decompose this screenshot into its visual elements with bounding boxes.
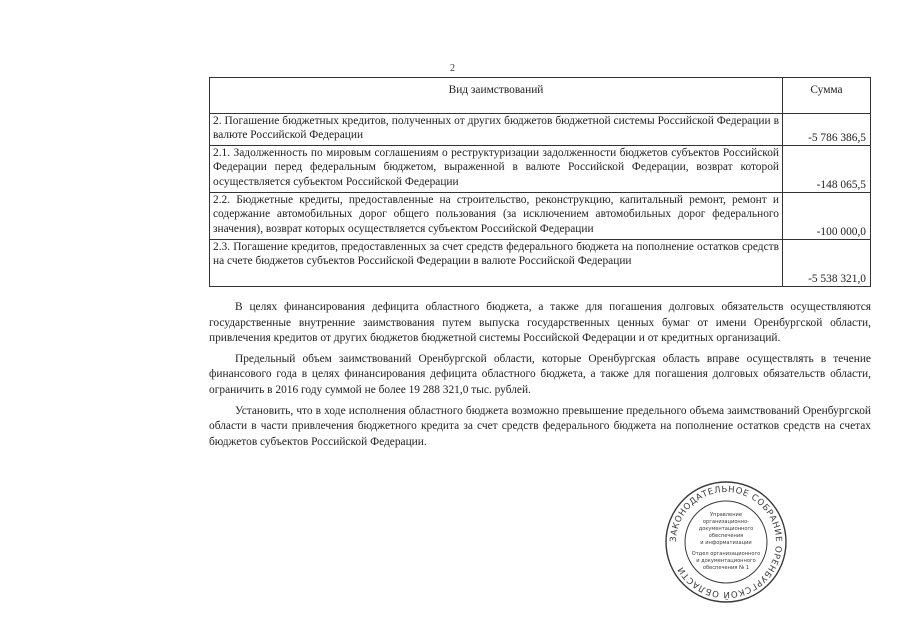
page-number: 2: [450, 63, 455, 74]
header-borrowing-type: Вид заимствований: [210, 78, 783, 114]
svg-text:и документационного: и документационного: [696, 558, 756, 564]
svg-text:обеспечения: обеспечения: [708, 533, 744, 539]
borrowings-table: [209, 77, 871, 287]
table-row: [210, 240, 871, 287]
stamp-inner-text: [692, 512, 761, 571]
svg-text:организационно-: организационно-: [702, 519, 750, 525]
stamp-ring-text: ЗАКОНОДАТЕЛЬНОЕ СОБРАНИЕ ОРЕНБУРГСКОЙ ОБЛАСТИ: [668, 484, 784, 600]
official-stamp: [664, 480, 788, 604]
row-description: 2.2. Бюджетные кредиты, предоставленные на строительство, реконструкцию, капитальный ремонт, ремонт и содержание автомобильных дорог общего пользования (за исключением автомобильных дорог федерального значения), возврат которых осуществляется субъектом Российской Федерации: [210, 193, 783, 240]
row-description: 2.1. Задолженность по мировым соглашениям о реструктуризации задолженности бюджетов субъектов Российской Федерации перед федеральным бюджетом, выраженной в валюте Российской Федерации, возврат которой осуществляется субъектом Российской Федерации: [210, 146, 783, 193]
svg-text:и информатизации: и информатизации: [700, 540, 752, 546]
header-sum: Сумма: [783, 78, 871, 114]
row-sum: -5 538 321,0: [783, 240, 871, 287]
svg-text:документационного: документационного: [698, 526, 754, 532]
table-row: [210, 146, 871, 193]
row-description: 2. Погашение бюджетных кредитов, полученных от других бюджетов бюджетной системы Российской Федерации в валюте Российской Федерации: [210, 114, 783, 146]
svg-text:обеспечения № 1: обеспечения № 1: [702, 565, 750, 571]
row-sum: -100 000,0: [783, 193, 871, 240]
row-sum: -5 786 386,5: [783, 114, 871, 146]
svg-text:Управление: Управление: [710, 512, 742, 518]
body-text: [209, 300, 871, 455]
svg-text:Отдел организационного: Отдел организационного: [691, 551, 761, 557]
table-row: [210, 193, 871, 240]
table-row: [210, 114, 871, 146]
paragraph: В целях финансирования дефицита областного бюджета, а также для погашения долговых обязательств осуществляются государственные внутренние заимствования путем выпуска государственных ценных бумаг от имени Оренбургской области, привлечения кредитов от других бюджетов бюджетной системы Российской Федерации и от кредитных организаций.: [209, 301, 871, 345]
row-description: 2.3. Погашение кредитов, предоставленных за счет средств федерального бюджета на пополнение остатков средств на счете бюджетов субъектов Российской Федерации в валюте Российской Федерации: [210, 240, 783, 287]
table-header-row: [210, 78, 871, 114]
paragraph: Предельный объем заимствований Оренбургской области, которые Оренбургская область вправе осуществлять в течение финансового года в целях финансирования дефицита областного бюджета, а также для погашения долговых обязательств области, ограничить в 2016 году суммой не более 19 288 321,0 тыс. рублей.: [209, 352, 871, 396]
row-sum: -148 065,5: [783, 146, 871, 193]
paragraph: Установить, что в ходе исполнения областного бюджета возможно превышение предельного объема заимствований Оренбургской области в части привлечения бюджетного кредита за счет средств федерального бюджета на пополнение остатков средств на счетах бюджетов субъектов Российской Федерации.: [209, 404, 871, 448]
